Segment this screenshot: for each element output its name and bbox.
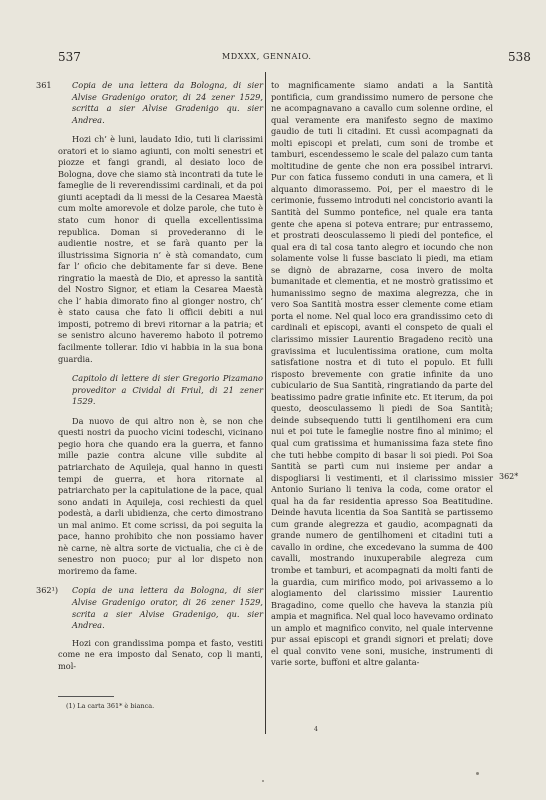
- left-column: [36, 80, 263, 672]
- right-page-number: 538: [508, 50, 531, 64]
- document-text: Hozi ch’ è luni, laudato Idio, tuti li clarissimi oratori et io siamo agiunti, con molti senestri et piozze et fangi grandi, al desiato loco de Bologna, dove che siamo stà incontrati da tute le fameglie de li reverendissimi cardinali, et da poi giunti aceptadi da li messi de la Cesarea Maestà cum molte amorevole et dolze parole, che tuto è stato cum honor di quella excellentissima republica. Doman si provederanno di le audientie nostre, et se farà quanto per la illustrissima Signoria n’ è stà comandato, cum far l’ oficio che debitamente far si deve. Bene ringratio la maestà de Dio, et apresso la santità del Nostro Signor, et etiam la Cesarea Maestà che l’ habia dimorato fino al gionger nostro, ch’ è stato causa che fato li officii debiti a nui imposti, potremo di brevi ritornar a la patria; et se senistro alcuno haveremo haboto il potremo facilmente tollerar. Idio vi habbia in la sua bona guardia.: [58, 134, 263, 364]
- document-number: 361: [36, 80, 52, 90]
- document-heading: Capitolo di lettere di sier Gregorio Pizamano proveditor a Cividal di Friul, di 21 zener 1529.: [72, 373, 263, 407]
- continued-text: to magnificamente siamo andati a la Santità pontificia, cum grandissimo numero de persone che ne acompagnavano a cavallo cum solenne ordine, el qual veramente era manifesto segno de maximo gaudio de tuti li citadini. Et cussì acompagnati da molti episcopi et prelati, cum soni de trombe et tamburi, escendessemo le scale del palazo cum tanta moltitudine de gente che non era possibel intrarvi. Pur con fatica fussemo conduti in una camera, et lì alquanto dimorassemo. Poi, per el maestro di le cerimonie, fussemo introduti nel concistorio avanti la Santità del Summo pontefice, nel quale era tanta gente che apena si poteva entrare; pur entrassemo, et prostrati deosculassemo li piedi del pontefice, el qual era di tal cosa tanto alegro et iocundo che non solamente volse li fusse basciato li piedi, ma etiam se dignò de abrazarne, cosa invero de molta bumanitade et clementia, et ne mostrò gratissimo et humanissimo segno de maxima alegrezza, che in vero Soa Santità mostra esser clemente come etiam porta el nome. Nel qual loco era grandissimo ceto di cardinali et episcopi, avanti el conspeto de quali el clarissimo missier Laurentio Bragadeno recitò una gravissima et luculentissima oratione, cum molta satisfatione nostra et di tuto el populo. Et fulli risposto brevemente con gratie infinite da uno cubiculario de Sua Santità, ringratiando da parte del beatissimo padre gratie infinite etc. Et iterum, da poi questo, deosculassemo li piedi de Soa Santità; deinde subsequendo tutti li gentilhomeni era cum nui et poi tute le fameglie nostre fino al minimo; el qual cum gratissima et humanissima faza stete fino che tuti hebbe compito di basar li soi piedi. Poi Soa Santità se partì cum nui insieme per andar a dispogliarsi li vestimenti, et il clarissimo missier Antonio Suriano li teniva la coda, come orator el qual ha da far residentia apresso Soa Beatitudine. Deinde havuta licentia da Soa Santità se partissemo cum grande alegrezza et gaudio, acompagnati da grande numero de gentilhomeni et citadini tuti a cavallo in ordine, che excedevano la summa de 400 cavalli, mostrando inuxuperabile alegreza cum trombe et tamburi, et acompagnati da molti fanti de la guardia, cum mirifico modo, poi arivassemo a lo alogiamento del clarissimo missier Laurentio Bragadino, come quello che haveva la stanzia più ampia et magnifica. Nel qual loco havevamo ordinato un amplo et magnifico convito, nel quale intervenne pur assai episcopi et grandi signori et prelati; dove el qual convito vene soni, musiche, instrumenti di varie sorte, buffoni et altre galanta-: [271, 80, 493, 668]
- left-page-number: 537: [58, 50, 81, 64]
- document-362: [36, 585, 263, 672]
- margin-folio-note: 362*: [499, 472, 519, 481]
- document-capitolo: [58, 373, 263, 577]
- document-heading: Copia de una lettera da Bologna, di sier Alvise Gradenigo orator, di 24 zener 1529, scritta a sier Alvise Gradenigo qu. sier Andrea.: [72, 80, 263, 125]
- paper-speck: [476, 772, 479, 775]
- document-text: Hozi con grandissima pompa et fasto, vestiti come ne era imposto dal Senato, cop li manti, mol-: [58, 637, 263, 671]
- document-heading: Copia de una lettera da Bologna, di sier Alvise Gradenigo orator, di 26 zener 1529, scrita a sier Alvise Gradenigo, qu. sier Andrea.: [72, 585, 263, 631]
- right-column: [271, 80, 493, 669]
- running-title: MDXXX, GENNAIO.: [222, 52, 312, 61]
- running-header: [0, 50, 546, 66]
- document-number: 362¹): [36, 585, 59, 596]
- footnote-rule: [58, 696, 114, 697]
- column-divider: [265, 72, 266, 734]
- footnote: (1) La carta 361* è bianca.: [66, 702, 155, 710]
- signature-mark: 4: [314, 726, 318, 733]
- document-text: Da nuovo de qui altro non è, se non che questi nostri da puocho vicini todeschi, vicinano pegio hora che quando era la guerra, et fanno mille pazie contra alcune ville subdite al patriarchato de Aquileja, qual hanno in questi tempi de guerra, et hora ritornate al patriarchato per la capitulatione de la pace, qual sono andati in Aquileja, cosi rechiesti da quel podestà, a darli ubidienza, che certo dimostrano un mal animo. Et come scrissi, da poi seguita la pace, hanno prohibito che non possiamo haver nè carne, nè altra sorte de victualia, che ci è de senestro non puoco; pur al lor dispeto non moriremo da fame.: [58, 415, 263, 576]
- paper-speck: [262, 780, 264, 782]
- document-361: [36, 80, 263, 365]
